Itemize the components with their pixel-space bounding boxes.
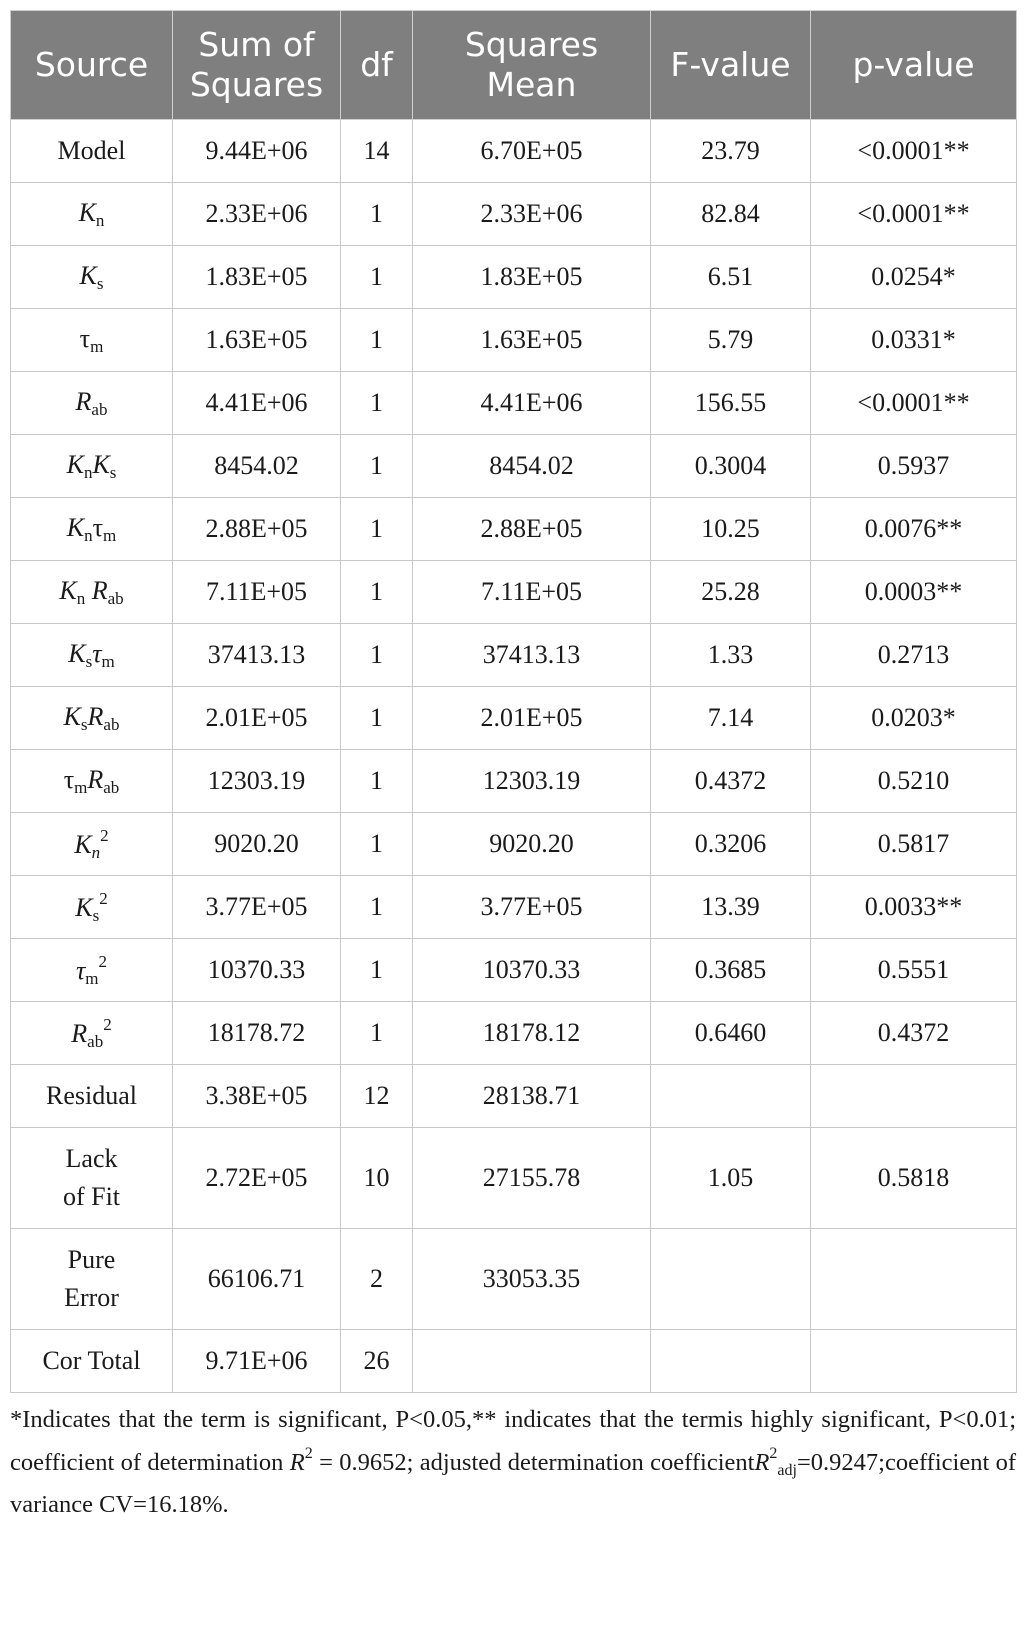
f-value-cell — [651, 1229, 811, 1330]
df-cell: 10 — [341, 1128, 413, 1229]
p-value-cell: 0.0033** — [811, 876, 1017, 939]
header-sum-of-squares: Sum of Squares — [173, 11, 341, 120]
table-row — [11, 750, 1017, 813]
df-cell: 1 — [341, 813, 413, 876]
p-value-cell: <0.0001** — [811, 120, 1017, 183]
df-cell: 1 — [341, 876, 413, 939]
sum-of-squares-cell: 66106.71 — [173, 1229, 341, 1330]
df-cell: 14 — [341, 120, 413, 183]
f-value-cell: 0.3206 — [651, 813, 811, 876]
df-cell: 1 — [341, 498, 413, 561]
table-row — [11, 1002, 1017, 1065]
f-value-cell: 25.28 — [651, 561, 811, 624]
squares-mean-cell: 33053.35 — [413, 1229, 651, 1330]
table-row — [11, 1065, 1017, 1128]
source-cell: $K_s$ — [11, 246, 173, 309]
header-p-value: p-value — [811, 11, 1017, 120]
squares-mean-cell: 28138.71 — [413, 1065, 651, 1128]
source-cell: $K_n\tau_m$ — [11, 498, 173, 561]
f-value-cell: 1.05 — [651, 1128, 811, 1229]
f-value-cell: 23.79 — [651, 120, 811, 183]
p-value-cell: 0.5210 — [811, 750, 1017, 813]
sum-of-squares-cell: 18178.72 — [173, 1002, 341, 1065]
squares-mean-cell: 18178.12 — [413, 1002, 651, 1065]
table-row — [11, 1128, 1017, 1229]
squares-mean-cell: 1.83E+05 — [413, 246, 651, 309]
df-cell: 1 — [341, 750, 413, 813]
sum-of-squares-cell: 1.63E+05 — [173, 309, 341, 372]
squares-mean-cell: 27155.78 — [413, 1128, 651, 1229]
sum-of-squares-cell: 12303.19 — [173, 750, 341, 813]
squares-mean-cell: 9020.20 — [413, 813, 651, 876]
source-cell: $K_n$ — [11, 183, 173, 246]
table-row — [11, 246, 1017, 309]
source-cell: $K_nK_s$ — [11, 435, 173, 498]
f-value-cell — [651, 1330, 811, 1393]
sum-of-squares-cell: 2.72E+05 — [173, 1128, 341, 1229]
df-cell: 1 — [341, 372, 413, 435]
p-value-cell — [811, 1229, 1017, 1330]
table-row — [11, 183, 1017, 246]
source-cell: $R_{ab}^2$ — [11, 1002, 173, 1065]
table-row — [11, 435, 1017, 498]
source-cell: Lack of Fit — [11, 1128, 173, 1229]
df-cell: 2 — [341, 1229, 413, 1330]
p-value-cell: 0.0076** — [811, 498, 1017, 561]
f-value-cell: 156.55 — [651, 372, 811, 435]
header-source: Source — [11, 11, 173, 120]
squares-mean-cell — [413, 1330, 651, 1393]
sum-of-squares-cell: 9.71E+06 — [173, 1330, 341, 1393]
squares-mean-cell: 7.11E+05 — [413, 561, 651, 624]
f-value-cell — [651, 1065, 811, 1128]
sum-of-squares-cell: 4.41E+06 — [173, 372, 341, 435]
table-row — [11, 939, 1017, 1002]
table-footnote: *Indicates that the term is significant, P<0.05,** indicates that the termis highly significant, P<0.01; coefficient of determination $R^2 = 0.9652$; adjusted determination coefficientR$^2_{adj}$=0.9247;coefficient of variance CV=16.18%. — [10, 1406, 1016, 1518]
anova-table — [10, 10, 1017, 1393]
squares-mean-cell: 2.01E+05 — [413, 687, 651, 750]
df-cell: 1 — [341, 309, 413, 372]
p-value-cell: 0.5551 — [811, 939, 1017, 1002]
df-cell: 1 — [341, 435, 413, 498]
p-value-cell: 0.5818 — [811, 1128, 1017, 1229]
anova-table-container — [10, 10, 1016, 1522]
source-cell: $K_s^2$ — [11, 876, 173, 939]
p-value-cell: 0.0254* — [811, 246, 1017, 309]
table-row — [11, 876, 1017, 939]
df-cell: 1 — [341, 939, 413, 1002]
f-value-cell: 0.3685 — [651, 939, 811, 1002]
squares-mean-cell: 8454.02 — [413, 435, 651, 498]
f-value-cell: 1.33 — [651, 624, 811, 687]
table-row — [11, 498, 1017, 561]
table-row — [11, 309, 1017, 372]
header-squares-mean: Squares Mean — [413, 11, 651, 120]
p-value-cell: 0.0003** — [811, 561, 1017, 624]
source-cell: Pure Error — [11, 1229, 173, 1330]
sum-of-squares-cell: 9.44E+06 — [173, 120, 341, 183]
table-row — [11, 813, 1017, 876]
source-cell: $\tau_m$ — [11, 309, 173, 372]
p-value-cell: 0.0331* — [811, 309, 1017, 372]
p-value-cell: <0.0001** — [811, 372, 1017, 435]
p-value-cell — [811, 1065, 1017, 1128]
squares-mean-cell: 2.88E+05 — [413, 498, 651, 561]
f-value-cell: 7.14 — [651, 687, 811, 750]
p-value-cell: 0.0203* — [811, 687, 1017, 750]
source-cell: $\tau_mR_{ab}$ — [11, 750, 173, 813]
source-cell: $\tau_m^2$ — [11, 939, 173, 1002]
sum-of-squares-cell: 2.88E+05 — [173, 498, 341, 561]
header-row — [11, 11, 1017, 120]
source-cell: $K_n$ $R_{ab}$ — [11, 561, 173, 624]
sum-of-squares-cell: 37413.13 — [173, 624, 341, 687]
sum-of-squares-cell: 3.38E+05 — [173, 1065, 341, 1128]
table-row — [11, 624, 1017, 687]
df-cell: 1 — [341, 687, 413, 750]
squares-mean-cell: 1.63E+05 — [413, 309, 651, 372]
table-row — [11, 1330, 1017, 1393]
squares-mean-cell: 2.33E+06 — [413, 183, 651, 246]
p-value-cell: 0.2713 — [811, 624, 1017, 687]
f-value-cell: 0.3004 — [651, 435, 811, 498]
table-body — [11, 120, 1017, 1393]
sum-of-squares-cell: 2.01E+05 — [173, 687, 341, 750]
sum-of-squares-cell: 10370.33 — [173, 939, 341, 1002]
header-df: df — [341, 11, 413, 120]
squares-mean-cell: 12303.19 — [413, 750, 651, 813]
squares-mean-cell: 37413.13 — [413, 624, 651, 687]
p-value-cell: 0.5817 — [811, 813, 1017, 876]
f-value-cell: 13.39 — [651, 876, 811, 939]
df-cell: 1 — [341, 561, 413, 624]
source-cell: $R_{ab}$ — [11, 372, 173, 435]
sum-of-squares-cell: 3.77E+05 — [173, 876, 341, 939]
p-value-cell — [811, 1330, 1017, 1393]
header-f-value: F-value — [651, 11, 811, 120]
f-value-cell: 10.25 — [651, 498, 811, 561]
df-cell: 1 — [341, 246, 413, 309]
squares-mean-cell: 3.77E+05 — [413, 876, 651, 939]
f-value-cell: 6.51 — [651, 246, 811, 309]
df-cell: 1 — [341, 183, 413, 246]
squares-mean-cell: 4.41E+06 — [413, 372, 651, 435]
f-value-cell: 5.79 — [651, 309, 811, 372]
source-cell: $K_n^2$ — [11, 813, 173, 876]
p-value-cell: 0.5937 — [811, 435, 1017, 498]
df-cell: 26 — [341, 1330, 413, 1393]
table-row — [11, 120, 1017, 183]
sum-of-squares-cell: 2.33E+06 — [173, 183, 341, 246]
df-cell: 1 — [341, 1002, 413, 1065]
p-value-cell: <0.0001** — [811, 183, 1017, 246]
table-row — [11, 1229, 1017, 1330]
squares-mean-cell: 6.70E+05 — [413, 120, 651, 183]
table-row — [11, 372, 1017, 435]
source-cell: $K_s\tau_m$ — [11, 624, 173, 687]
p-value-cell: 0.4372 — [811, 1002, 1017, 1065]
table-row — [11, 561, 1017, 624]
source-cell: $K_sR_{ab}$ — [11, 687, 173, 750]
f-value-cell: 0.4372 — [651, 750, 811, 813]
source-cell: Model — [11, 120, 173, 183]
source-cell: Cor Total — [11, 1330, 173, 1393]
sum-of-squares-cell: 8454.02 — [173, 435, 341, 498]
sum-of-squares-cell: 9020.20 — [173, 813, 341, 876]
f-value-cell: 0.6460 — [651, 1002, 811, 1065]
sum-of-squares-cell: 1.83E+05 — [173, 246, 341, 309]
table-row — [11, 687, 1017, 750]
squares-mean-cell: 10370.33 — [413, 939, 651, 1002]
df-cell: 12 — [341, 1065, 413, 1128]
sum-of-squares-cell: 7.11E+05 — [173, 561, 341, 624]
f-value-cell: 82.84 — [651, 183, 811, 246]
source-cell: Residual — [11, 1065, 173, 1128]
df-cell: 1 — [341, 624, 413, 687]
table-header — [11, 11, 1017, 120]
